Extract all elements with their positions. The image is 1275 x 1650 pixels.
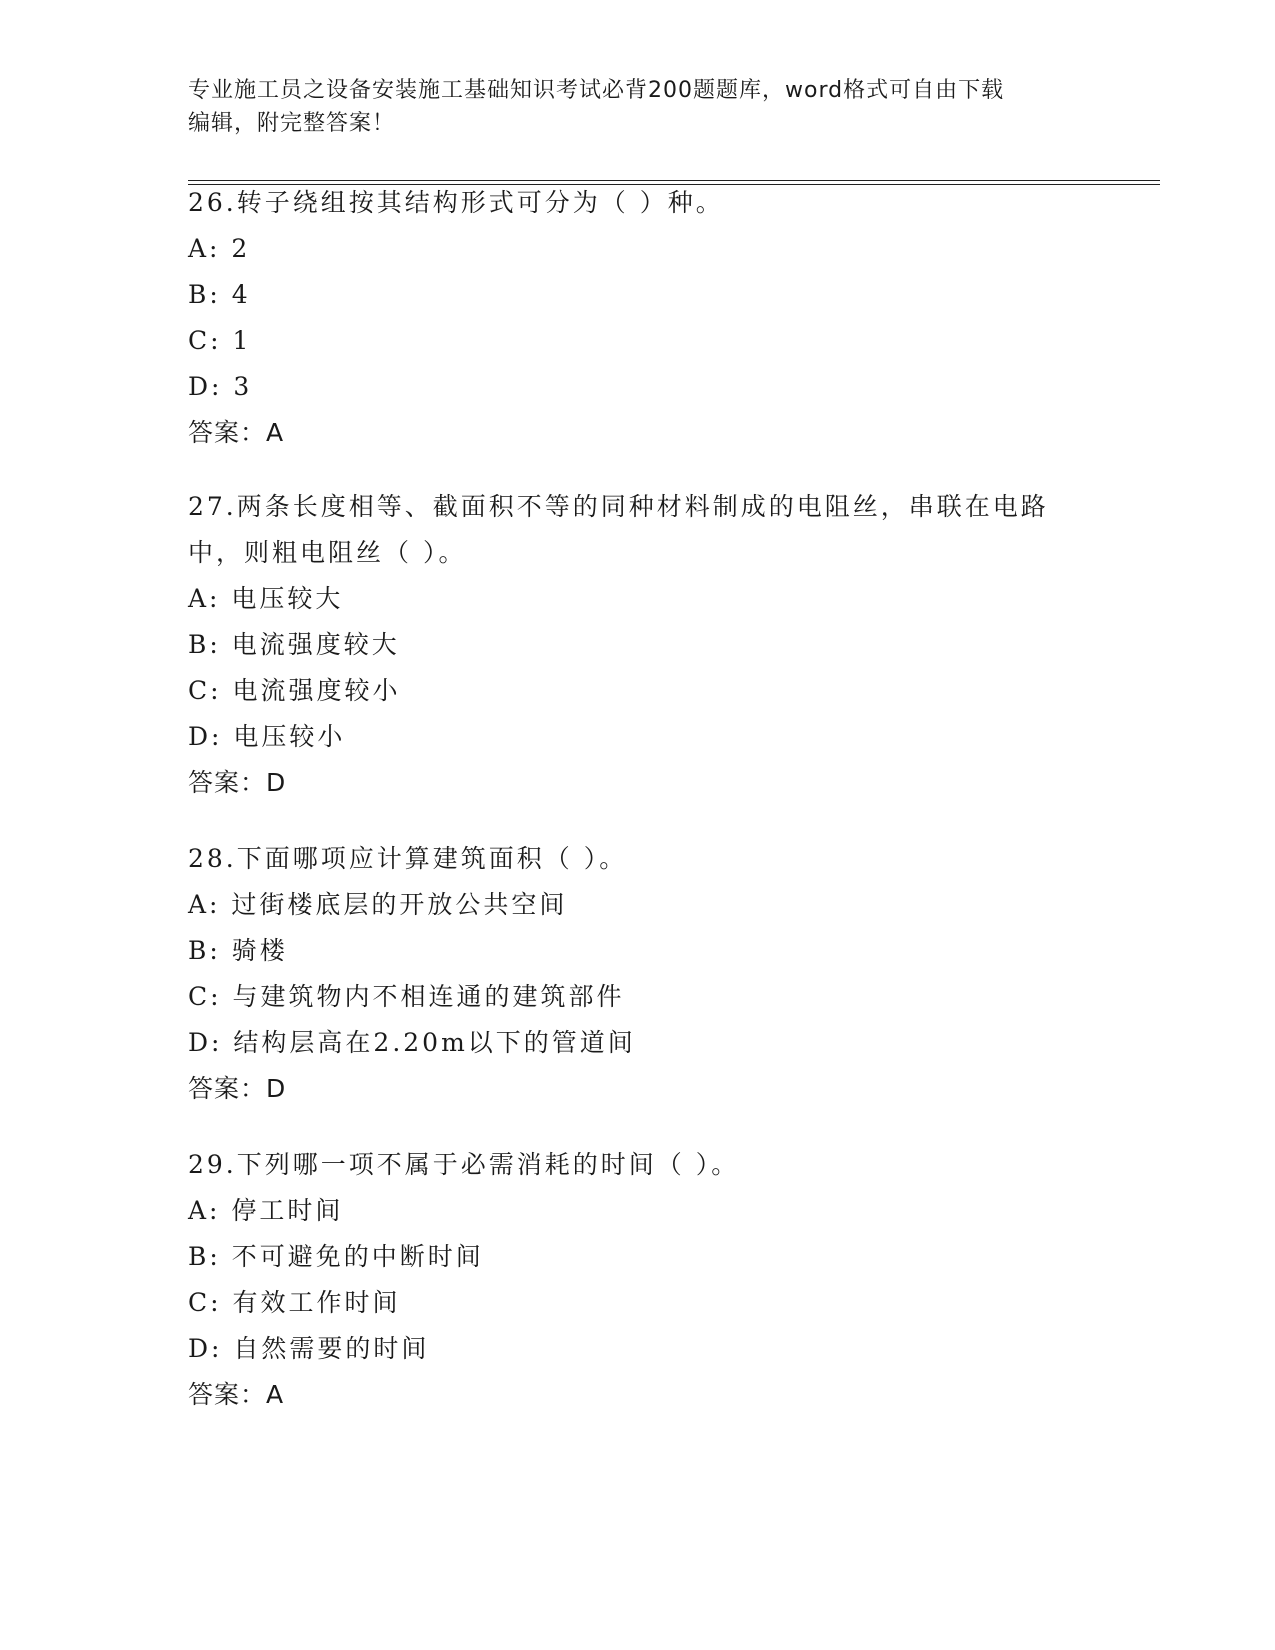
option-a: A: 2 [188,234,251,263]
option-b: B: 不可避免的中断时间 [188,1242,484,1271]
option-c: C: 与建筑物内不相连通的建筑部件 [188,982,625,1011]
option-a: A: 电压较大 [188,584,344,613]
option-c: C: 有效工作时间 [188,1288,401,1317]
option-b: B: 骑楼 [188,936,288,965]
option-a: A: 过街楼底层的开放公共空间 [188,890,568,919]
option-c: C: 电流强度较小 [188,676,401,705]
question-stem: 28.下面哪项应计算建筑面积（ ）。 [188,844,628,873]
question-stem: 29.下列哪一项不属于必需消耗的时间（ ）。 [188,1150,740,1179]
document-header [188,74,1068,140]
option-d: D: 结构层高在2.20m以下的管道间 [188,1028,636,1057]
question-stem-line-1: 27.两条长度相等、截面积不等的同种材料制成的电阻丝，串联在电路 [188,492,1049,521]
answer: 答案：A [188,1380,285,1409]
answer: 答案：D [188,768,287,797]
option-d: D: 自然需要的时间 [188,1334,430,1363]
header-line-2: 编辑，附完整答案！ [188,111,396,136]
option-c: C: 1 [188,326,252,355]
question-26 [188,180,1088,456]
option-b: B: 4 [188,280,251,309]
answer: 答案：A [188,418,285,447]
answer: 答案：D [188,1074,287,1103]
question-stem-line-2: 中，则粗电阻丝（ ）。 [188,538,467,567]
header-line-1: 专业施工员之设备安装施工基础知识考试必背200题题库，word格式可自由下载 [188,78,1005,103]
question-28 [188,836,1088,1112]
option-d: D: 3 [188,372,253,401]
question-27 [188,484,1088,806]
option-b: B: 电流强度较大 [188,630,400,659]
question-stem: 26.转子绕组按其结构形式可分为（ ）种。 [188,188,724,217]
option-d: D: 电压较小 [188,722,346,751]
question-29 [188,1142,1088,1418]
option-a: A: 停工时间 [188,1196,344,1225]
